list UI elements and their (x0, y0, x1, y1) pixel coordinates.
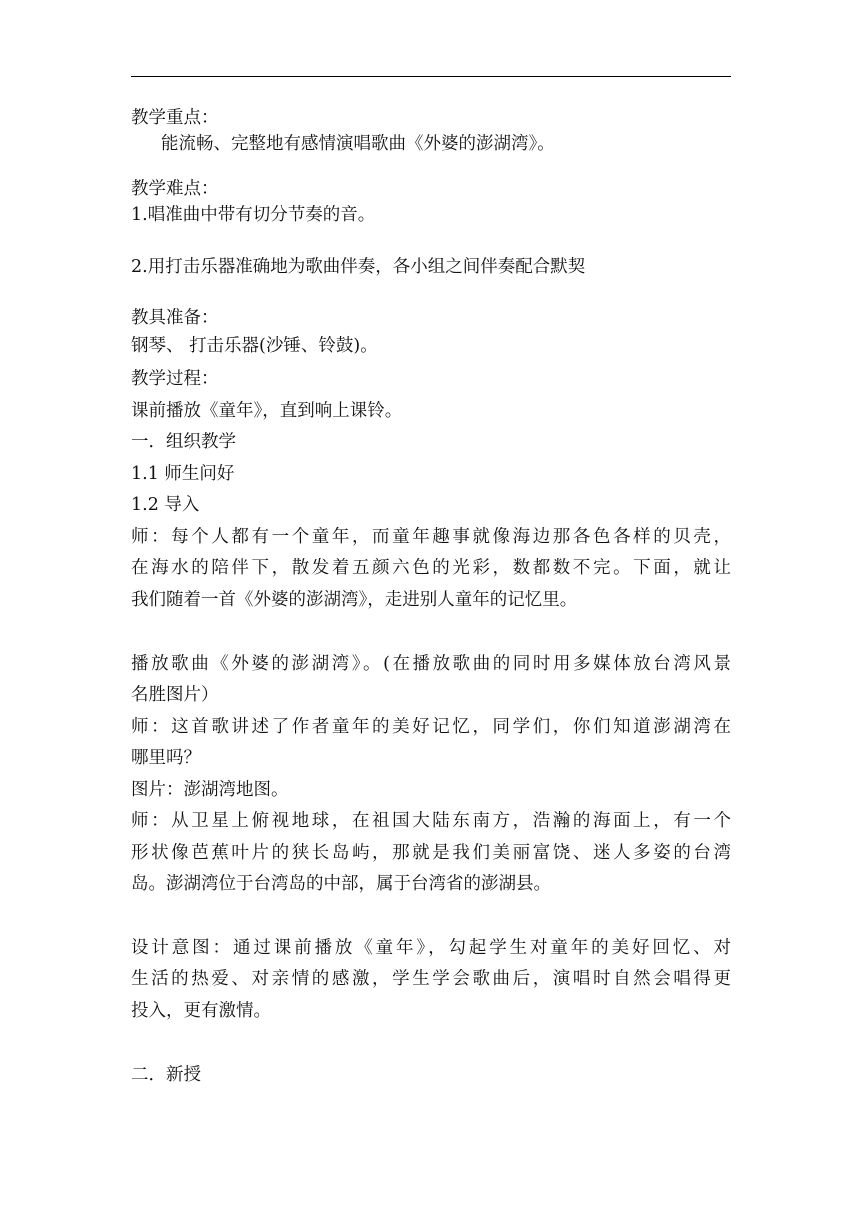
section-2-heading: 二．新授 (131, 1065, 201, 1085)
teacher-3-line-3: 岛。澎湖湾位于台湾岛的中部，属于台湾省的澎湖县。 (131, 874, 551, 894)
teacher-2-line-2: 哪里吗？ (131, 748, 201, 768)
materials-text: 钢琴、 打击乐器(沙锤、铃鼓)。 (131, 336, 378, 356)
difficulty-item-2: 2.用打击乐器准确地为歌曲伴奏，各小组之间伴奏配合默契 (131, 257, 586, 277)
materials-heading: 教具准备： (131, 308, 219, 328)
step-1-1: 1.1 师生问好 (131, 464, 235, 484)
design-intent-line-1: 设计意图：通过课前播放《童年》，勾起学生对童年的美好回忆、对 (131, 938, 731, 958)
key-points-heading: 教学重点： (131, 108, 219, 128)
teacher-1-line-3: 我们随着一首《外婆的澎湖湾》，走进别人童年的记忆里。 (131, 590, 578, 610)
teacher-3-line-1: 师：从卫星上俯视地球，在祖国大陆东南方，浩瀚的海面上，有一个 (131, 811, 731, 831)
teacher-1-line-1: 师：每个人都有一个童年，而童年趣事就像海边那各色各样的贝壳， (131, 527, 731, 547)
play-song-line-1: 播放歌曲《外婆的澎湖湾》。(在播放歌曲的同时用多媒体放台湾风景 (131, 654, 731, 674)
section-1-heading: 一．组织教学 (131, 432, 236, 452)
teacher-3-line-2: 形状像芭蕉叶片的狭长岛屿，那就是我们美丽富饶、迷人多姿的台湾 (131, 843, 731, 863)
document-page (131, 0, 731, 1216)
design-intent-line-3: 投入，更有激情。 (131, 1001, 271, 1021)
teacher-1-line-2: 在海水的陪伴下，散发着五颜六色的光彩，数都数不完。下面，就让 (131, 558, 731, 578)
picture-text: 图片：澎湖湾地图。 (131, 780, 289, 800)
difficulties-heading: 教学难点： (131, 179, 219, 199)
step-1-2: 1.2 导入 (131, 495, 200, 515)
design-intent-line-2: 生活的热爱、对亲情的感激，学生学会歌曲后，演唱时自然会唱得更 (131, 969, 731, 989)
process-heading: 教学过程： (131, 369, 219, 389)
key-points-text: 能流畅、完整地有感情演唱歌曲《外婆的澎湖湾》。 (161, 134, 555, 154)
play-song-line-2: 名胜图片） (131, 685, 219, 705)
difficulty-item-1: 1.唱准曲中带有切分节奏的音。 (131, 205, 376, 225)
teacher-2-line-1: 师：这首歌讲述了作者童年的美好记忆，同学们，你们知道澎湖湾在 (131, 717, 731, 737)
pre-class-text: 课前播放《童年》，直到响上课铃。 (131, 401, 403, 421)
header-rule (131, 76, 731, 77)
